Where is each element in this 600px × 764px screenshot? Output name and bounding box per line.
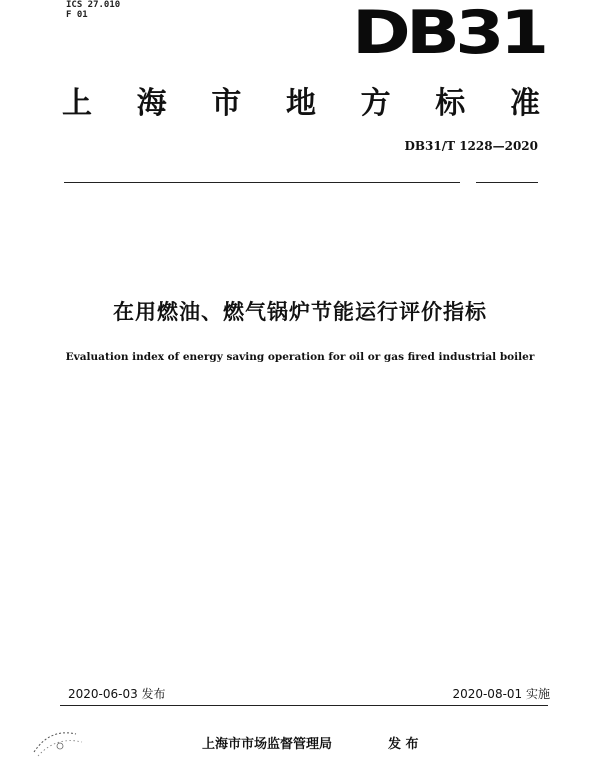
document-title-chinese: 在用燃油、燃气锅炉节能运行评价指标 — [113, 300, 487, 324]
footer-divider — [60, 705, 548, 706]
header-divider — [64, 182, 460, 183]
ics-code: ICS 27.010 — [66, 0, 121, 10]
header-divider-short — [476, 182, 538, 183]
standard-name-char: 标 — [435, 86, 466, 121]
standard-category-title — [62, 80, 540, 120]
standard-name-char: 上 — [62, 86, 92, 121]
standard-name-char: 准 — [509, 86, 540, 121]
db31-logo: DB31 — [352, 0, 545, 68]
official-seal-icon — [30, 722, 88, 762]
standard-name-char: 地 — [285, 86, 316, 121]
issuing-authority: 上海市市场监督管理局 — [202, 737, 333, 752]
implementation-date: 2020-08-01 实施 — [452, 687, 550, 701]
ccs-code: F 01 — [66, 10, 88, 20]
document-title-english: Evaluation index of energy saving operation for oil or gas fired industrial boiler — [65, 351, 535, 363]
classification-codes — [66, 0, 120, 20]
standard-number: DB31/T 1228—2020 — [404, 139, 538, 153]
standard-name-char: 市 — [211, 86, 242, 121]
standard-name-char: 方 — [360, 86, 391, 121]
issue-label: 发 布 — [388, 737, 419, 752]
release-date: 2020-06-03 发布 — [68, 687, 166, 701]
standard-name-char: 海 — [136, 86, 167, 121]
